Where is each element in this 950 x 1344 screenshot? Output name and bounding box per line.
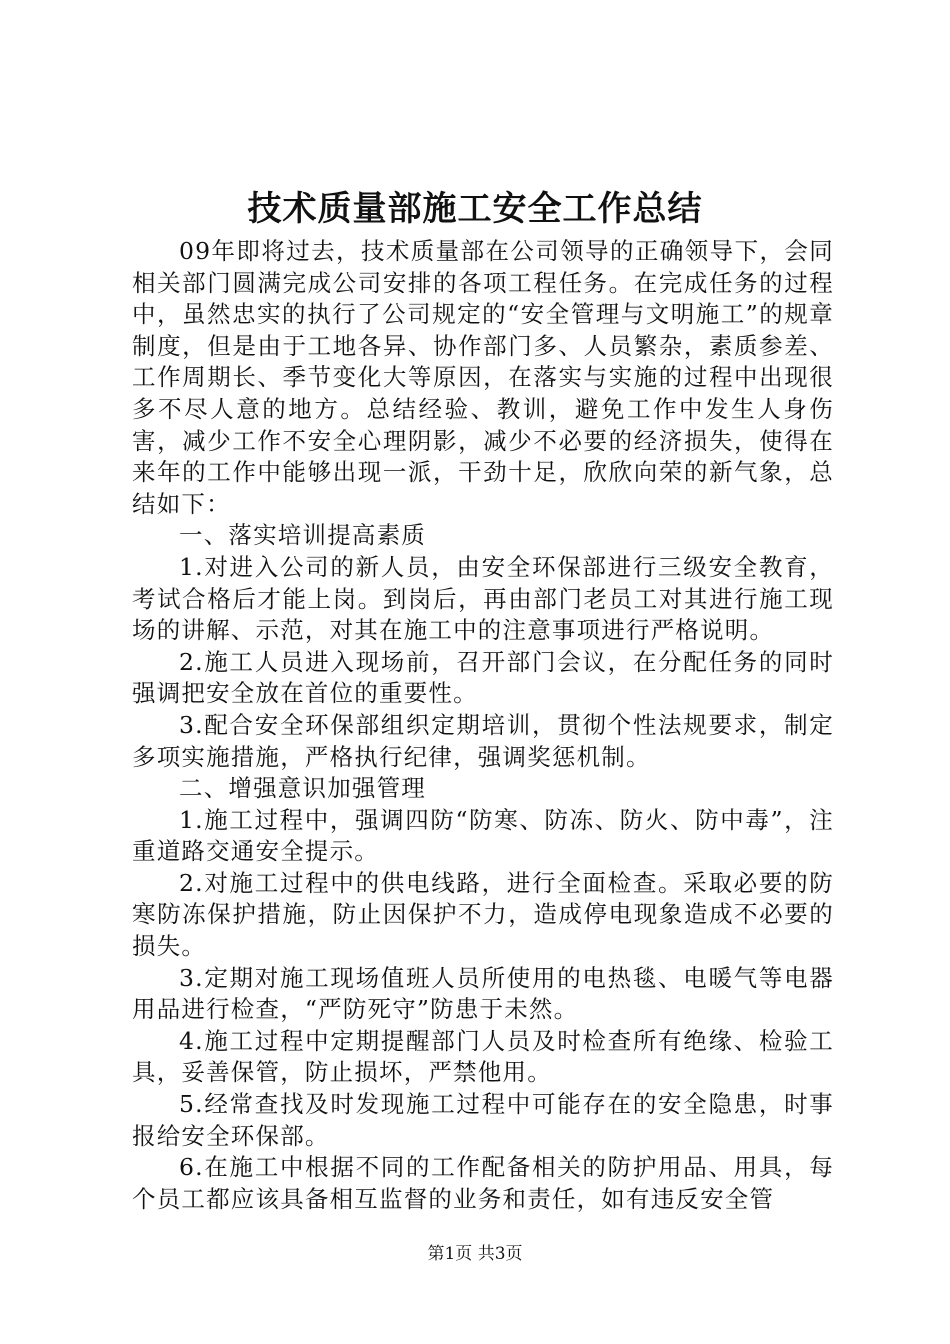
paragraph: 2.施工人员进入现场前，召开部门会议，在分配任务的同时强调把安全放在首位的重要性。 xyxy=(132,647,834,708)
page-number-footer: 第1页 共3页 xyxy=(427,1244,523,1264)
paragraph: 1.施工过程中，强调四防“防寒、防冻、防火、防中毒”，注重道路交通安全提示。 xyxy=(132,805,834,866)
document-title: 技术质量部施工安全工作总结 xyxy=(247,189,703,229)
paragraph: 1.对进入公司的新人员，由安全环保部进行三级安全教育，考试合格后才能上岗。到岗后，再由部门老员工对其进行施工现场的讲解、示范，对其在施工中的注意事项进行严格说明。 xyxy=(132,552,834,645)
intro-paragraph: 09年即将过去，技术质量部在公司领导的正确领导下，会同相关部门圆满完成公司安排的各项工程任务。在完成任务的过程中，虽然忠实的执行了公司规定的“安全管理与文明施工”的规章制度，但是由于工地各异、协作部门多、人员繁杂，素质参差、工作周期长、季节变化大等原因，在落实与实施的过程中出现很多不尽人意的地方。总结经验、教训，避免工作中发生人身伤害，减少工作不安全心理阴影，减少不必要的经济损失，使得在来年的工作中能够出现一派，干劲十足，欣欣向荣的新气象，总结如下： xyxy=(132,237,834,518)
section-heading-2: 二、增强意识加强管理 xyxy=(179,774,426,803)
section-heading-1: 一、落实培训提高素质 xyxy=(179,521,426,550)
paragraph: 3.配合安全环保部组织定期培训，贯彻个性法规要求，制定多项实施措施，严格执行纪律，强调奖惩机制。 xyxy=(132,710,834,771)
paragraph: 3.定期对施工现场值班人员所使用的电热毯、电暖气等电器用品进行检查，“严防死守”防患于未然。 xyxy=(132,963,834,1024)
paragraph: 6.在施工中根据不同的工作配备相关的防护用品、用具，每个员工都应该具备相互监督的业务和责任，如有违反安全管 xyxy=(132,1153,834,1213)
paragraph: 5.经常查找及时发现施工过程中可能存在的安全隐患，时事报给安全环保部。 xyxy=(132,1090,834,1150)
document-body xyxy=(132,236,834,1215)
paragraph: 2.对施工过程中的供电线路，进行全面检查。采取必要的防寒防冻保护措施，防止因保护不力，造成停电现象造成不必要的损失。 xyxy=(132,868,834,961)
paragraph: 4.施工过程中定期提醒部门人员及时检查所有绝缘、检验工具，妥善保管，防止损坏，严禁他用。 xyxy=(132,1026,834,1087)
